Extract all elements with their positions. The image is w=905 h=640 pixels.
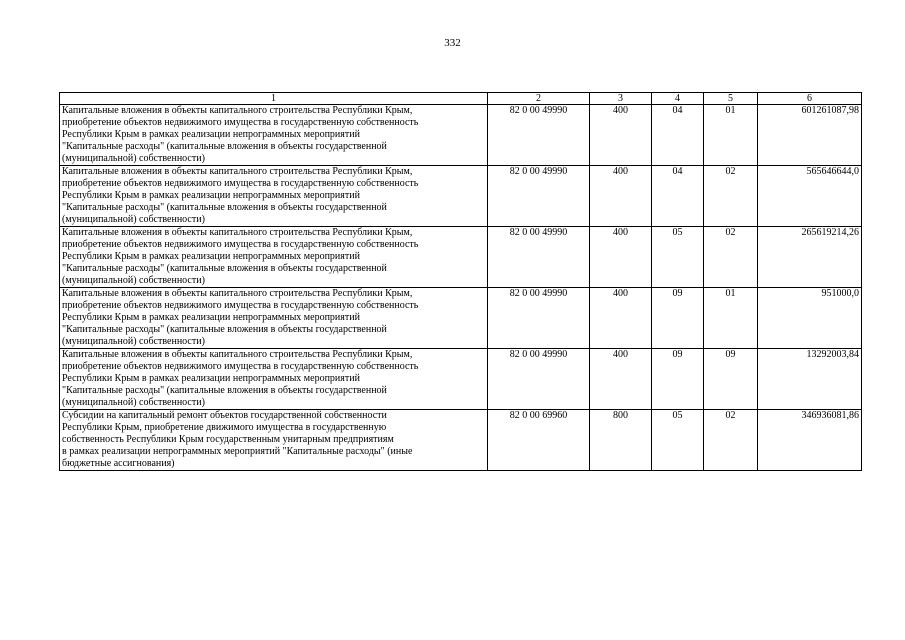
column-header-6: 6 (758, 93, 862, 105)
row-target-code: 82 0 00 49990 (488, 288, 590, 349)
row-target-code: 82 0 00 49990 (488, 105, 590, 166)
row-subsection: 09 (704, 349, 758, 410)
row-section: 09 (652, 349, 704, 410)
column-header-5: 5 (704, 93, 758, 105)
row-section: 09 (652, 288, 704, 349)
row-amount: 951000,0 (758, 288, 862, 349)
row-description: Капитальные вложения в объекты капитального строительства Республики Крым, приобретение объектов недвижимого имущества в государственную собственность Республики Крым в рамках реализации непрограммных мероприятий "Капитальные расходы" (капитальные вложения в объекты государственной (муниципальной) собственности) (60, 105, 488, 166)
row-description: Капитальные вложения в объекты капитального строительства Республики Крым, приобретение объектов недвижимого имущества в государственную собственность Республики Крым в рамках реализации непрограммных мероприятий "Капитальные расходы" (капитальные вложения в объекты государственной (муниципальной) собственности) (60, 227, 488, 288)
table-row (60, 105, 862, 166)
row-expense-type: 400 (590, 166, 652, 227)
row-expense-type: 400 (590, 227, 652, 288)
column-header-2: 2 (488, 93, 590, 105)
row-section: 04 (652, 105, 704, 166)
table-row (60, 166, 862, 227)
row-subsection: 02 (704, 166, 758, 227)
row-subsection: 01 (704, 288, 758, 349)
column-header-1: 1 (60, 93, 488, 105)
page-number: 332 (444, 37, 461, 49)
row-amount: 565646644,0 (758, 166, 862, 227)
row-target-code: 82 0 00 49990 (488, 227, 590, 288)
table-row (60, 288, 862, 349)
column-header-4: 4 (652, 93, 704, 105)
row-expense-type: 400 (590, 105, 652, 166)
row-description: Капитальные вложения в объекты капитального строительства Республики Крым, приобретение объектов недвижимого имущества в государственную собственность Республики Крым в рамках реализации непрограммных мероприятий "Капитальные расходы" (капитальные вложения в объекты государственной (муниципальной) собственности) (60, 166, 488, 227)
row-amount: 265619214,26 (758, 227, 862, 288)
row-target-code: 82 0 00 69960 (488, 410, 590, 471)
row-description: Субсидии на капитальный ремонт объектов государственной собственности Республики Крым, приобретение движимого имущества в государственную собственность Республики Крым государственным унитарным предприятиям в рамках реализации непрограммных мероприятий "Капитальные расходы" (иные бюджетные ассигнования) (60, 410, 488, 471)
table-row (60, 349, 862, 410)
table-row (60, 227, 862, 288)
column-header-3: 3 (590, 93, 652, 105)
row-amount: 601261087,98 (758, 105, 862, 166)
row-subsection: 02 (704, 410, 758, 471)
row-description: Капитальные вложения в объекты капитального строительства Республики Крым, приобретение объектов недвижимого имущества в государственную собственность Республики Крым в рамках реализации непрограммных мероприятий "Капитальные расходы" (капитальные вложения в объекты государственной (муниципальной) собственности) (60, 288, 488, 349)
table-row (60, 410, 862, 471)
row-section: 04 (652, 166, 704, 227)
row-amount: 346936081,86 (758, 410, 862, 471)
row-target-code: 82 0 00 49990 (488, 166, 590, 227)
row-subsection: 01 (704, 105, 758, 166)
row-expense-type: 400 (590, 288, 652, 349)
table-header-row (60, 93, 862, 105)
row-section: 05 (652, 410, 704, 471)
row-target-code: 82 0 00 49990 (488, 349, 590, 410)
row-expense-type: 800 (590, 410, 652, 471)
row-section: 05 (652, 227, 704, 288)
row-description: Капитальные вложения в объекты капитального строительства Республики Крым, приобретение объектов недвижимого имущества в государственную собственность Республики Крым в рамках реализации непрограммных мероприятий "Капитальные расходы" (капитальные вложения в объекты государственной (муниципальной) собственности) (60, 349, 488, 410)
row-amount: 13292003,84 (758, 349, 862, 410)
row-subsection: 02 (704, 227, 758, 288)
row-expense-type: 400 (590, 349, 652, 410)
budget-table (59, 92, 862, 471)
